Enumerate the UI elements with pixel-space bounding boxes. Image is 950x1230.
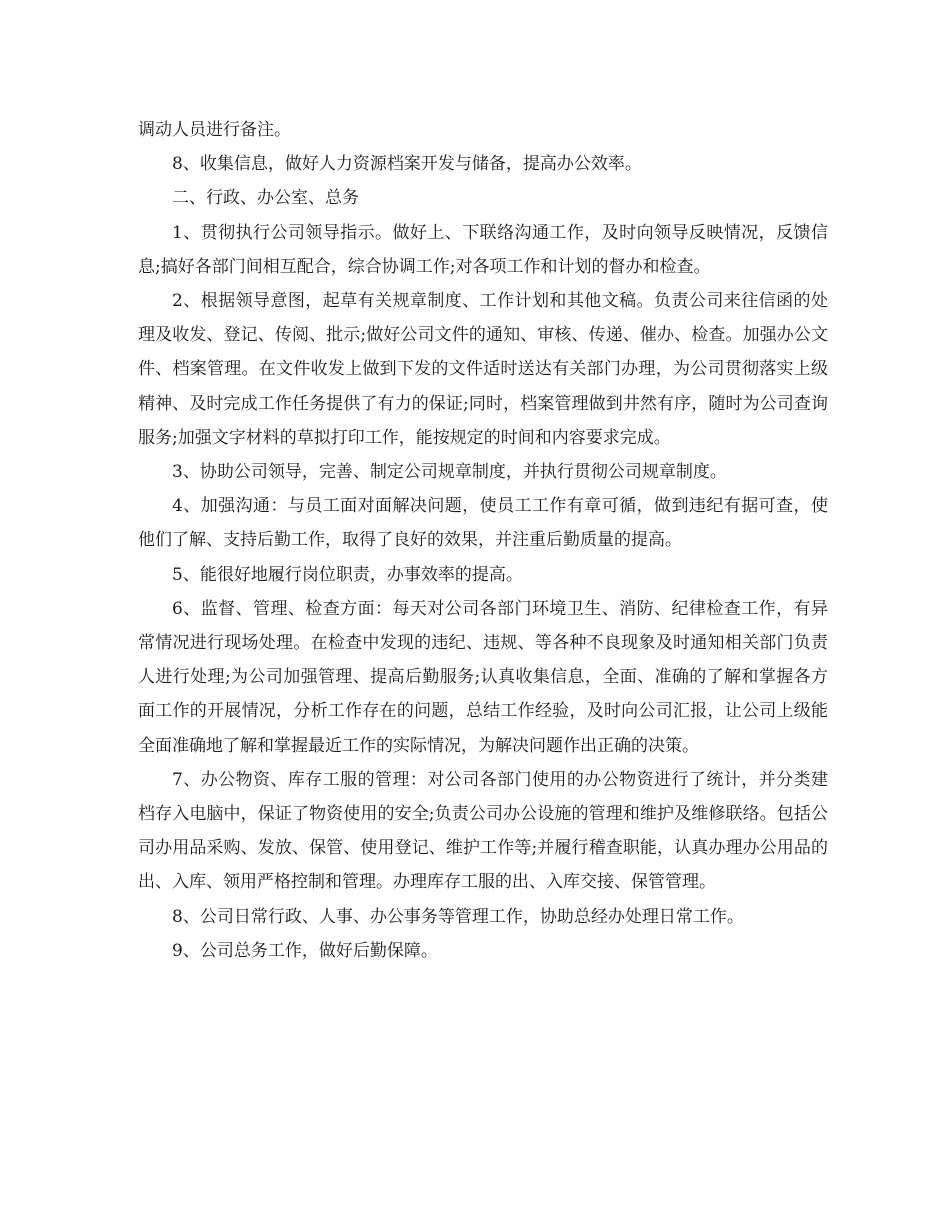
paragraph: 6、监督、管理、检查方面：每天对公司各部门环境卫生、消防、纪律检查工作，有异常情况进行现场处理。在检查中发现的违纪、违规、等各种不良现象及时通知相关部门负责人进行处理;为公司加强管理、提高后勤服务;认真收集信息，全面、准确的了解和掌握各方面工作的开展情况，分析工作存在的问题，总结工作经验，及时向公司汇报，让公司上级能全面准确地了解和掌握最近工作的实际情况，为解决问题作出正确的决策。: [138, 598, 828, 756]
paragraph: 8、收集信息，做好人力资源档案开发与储备，提高办公效率。: [172, 154, 642, 175]
paragraph: 2、根据领导意图，起草有关规章制度、工作计划和其他文稿。负责公司来往信函的处理及收发、登记、传阅、批示;做好公司文件的通知、审核、传递、催办、检查。加强办公文件、档案管理。在文件收发上做到下发的文件适时送达有关部门办理，为公司贯彻落实上级精神、及时完成工作任务提供了有力的保证;同时，档案管理做到井然有序，随时为公司查询服务;加强文字材料的草拟打印工作，能按规定的时间和内容要求完成。: [138, 291, 828, 448]
paragraph: 1、贯彻执行公司领导指示。做好上、下联络沟通工作，及时向领导反映情况，反馈信息;搞好各部门间相互配合，综合协调工作;对各项工作和计划的督办和检查。: [138, 222, 828, 277]
paragraph: 9、公司总务工作，做好后勤保障。: [172, 940, 438, 961]
document-body: [138, 113, 828, 968]
paragraph: 7、办公物资、库存工服的管理：对公司各部门使用的办公物资进行了统计，并分类建档存入电脑中，保证了物资使用的安全;负责公司办公设施的管理和维护及维修联络。包括公司办用品采购、发放、保管、使用登记、维护工作等;并履行稽查职能，认真办理办公用品的出、入库、领用严格控制和管理。办理库存工服的出、入库交接、保管管理。: [138, 769, 828, 893]
paragraph: 4、加强沟通：与员工面对面解决问题，使员工工作有章可循，做到违纪有据可查，使他们了解、支持后勤工作，取得了良好的效果，并注重后勤质量的提高。: [138, 496, 828, 551]
section-heading: 二、行政、办公室、总务: [172, 188, 359, 209]
paragraph: 调动人员进行备注。: [138, 120, 291, 140]
paragraph: 5、能很好地履行岗位职责，办事效率的提高。: [172, 564, 523, 585]
paragraph: 8、公司日常行政、人事、办公事务等管理工作，协助总经办处理日常工作。: [172, 906, 744, 927]
paragraph: 3、协助公司领导，完善、制定公司规章制度，并执行贯彻公司规章制度。: [172, 462, 727, 483]
